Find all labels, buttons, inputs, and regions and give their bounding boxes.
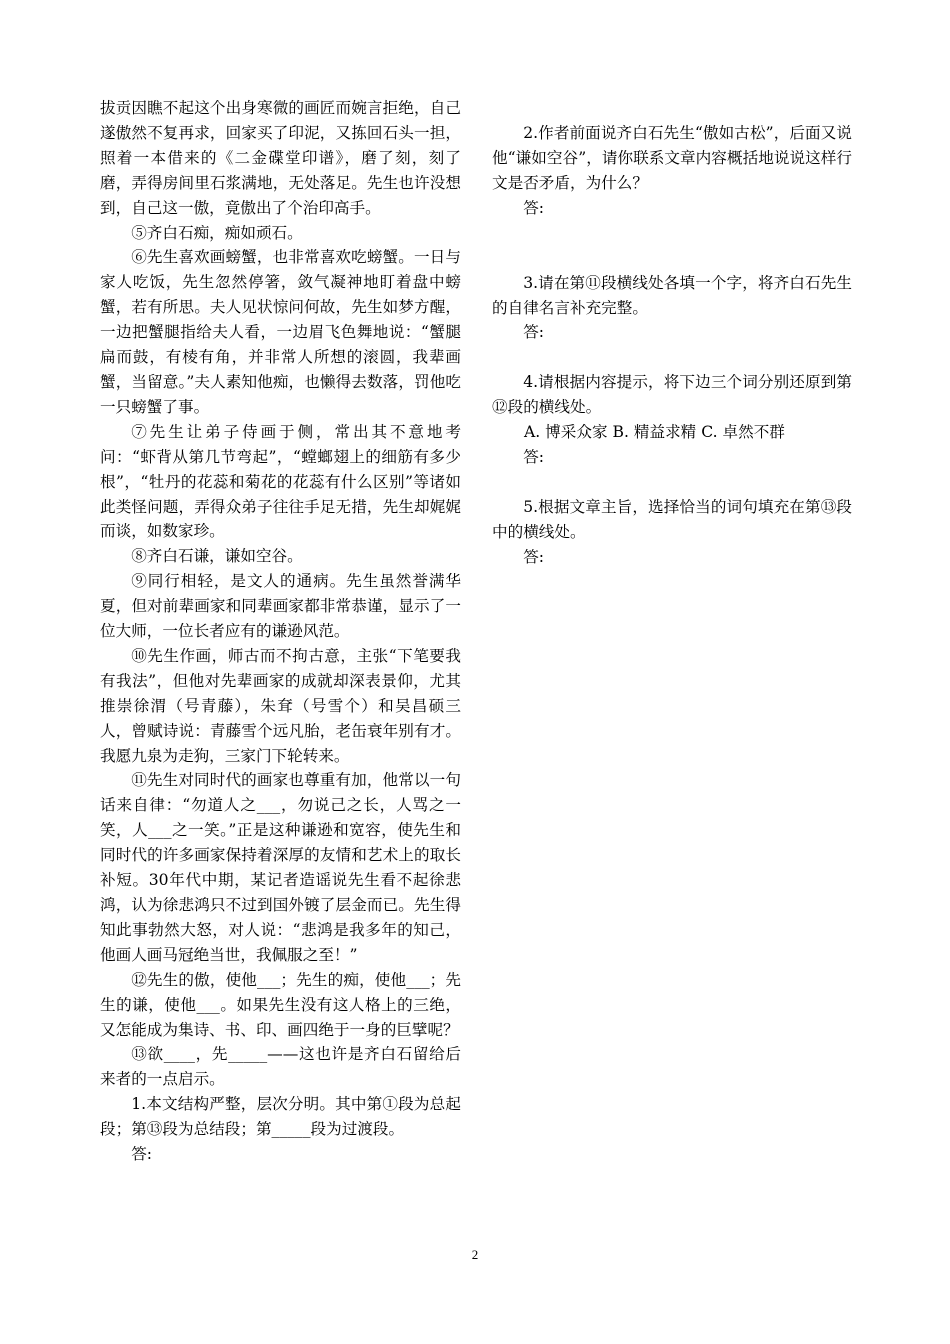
paragraph-12: ⑫先生的傲，使他___；先生的痴，使他___；先生的谦，使他___。如果先生没有这人格上的三绝，又怎能成为集诗、书、印、画四绝于一身的巨擘呢？ xyxy=(100,970,461,1039)
paragraph-11: ⑪先生对同时代的画家也尊重有加，他常以一句话来自律：“勿道人之___，勿说己之长，人骂之一笑，人___之一笑。”正是这种谦逊和宽容，使先生和同时代的许多画家保持着深厚的友情和艺术上的取长补短。30年代中期，某记者造谣说先生看不起徐悲鸿，认为徐悲鸿只不过到国外镀了层金而已。先生得知此事勃然大怒，对人说：“悲鸿是我多年的知己，他画人画马冠绝当世，我佩服之至！” xyxy=(100,771,461,964)
paragraph-13: ⑬欲____，先_____——这也许是齐白石留给后来者的一点启示。 xyxy=(100,1045,461,1089)
page-number: 2 xyxy=(471,1247,479,1262)
question-5: 5.根据文章主旨，选择恰当的词句填充在第⑬段中的横线处。 xyxy=(492,497,852,541)
answer-label-2: 答: xyxy=(523,198,545,217)
paragraph-7: ⑦先生让弟子侍画于侧，常出其不意地考问：“虾背从第几节弯起”，“螳螂翅上的细筋有多少根”，“牡丹的花蕊和菊花的花蕊有什么区别”等诸如此类怪问题，弄得众弟子往往手足无措，先生却娓娓而谈，如数家珍。 xyxy=(100,422,461,541)
question-3: 3.请在第⑪段横线处各填一个字，将齐白石先生的自律名言补充完整。 xyxy=(492,273,852,317)
question-1: 1.本文结构严整，层次分明。其中第①段为总起段；第⑬段为总结段；第_____段为过渡段。 xyxy=(100,1095,461,1139)
question-4: 4.请根据内容提示，将下边三个词分别还原到第⑫段的横线处。 xyxy=(492,373,852,417)
paragraph-9: ⑨同行相轻，是文人的通病。先生虽然誉满华夏，但对前辈画家和同辈画家都非常恭谨，显示了一位大师，一位长者应有的谦逊风范。 xyxy=(100,572,461,641)
paragraph-continued: 拔贡因瞧不起这个出身寒微的画匠而婉言拒绝，自己遂傲然不复再求，回家买了印泥，又拣回石头一担，照着一本借来的《二金碟堂印谱》，磨了刻，刻了磨，弄得房间里石浆满地，无处落足。先生也许没想到，自己这一傲，竟傲出了个治印高手。 xyxy=(100,99,461,217)
paragraph-8: ⑧齐白石谦，谦如空谷。 xyxy=(131,547,303,566)
answer-space-2 xyxy=(492,221,852,271)
paragraph-5: ⑤齐白石痴，痴如顽石。 xyxy=(131,223,303,242)
answer-space-4 xyxy=(492,470,852,495)
answer-space-3 xyxy=(492,345,852,370)
left-column xyxy=(100,96,461,1167)
paragraph-6: ⑥先生喜欢画螃蟹，也非常喜欢吃螃蟹。一日与家人吃饭，先生忽然停箸，敛气凝神地盯着盘中螃蟹，若有所思。夫人见状惊问何故，先生如梦方醒，一边把蟹腿指给夫人看，一边眉飞色舞地说：“蟹腿扁而鼓，有棱有角，并非常人所想的滚圆，我辈画蟹，当留意。”夫人素知他痴，也懒得去数落，罚他吃一只螃蟹了事。 xyxy=(100,248,461,416)
question-2: 2.作者前面说齐白石先生“傲如古松”，后面又说他“谦如空谷”，请你联系文章内容概括地说说这样行文是否矛盾，为什么？ xyxy=(492,124,852,192)
answer-label-1: 答: xyxy=(131,1145,153,1164)
right-column xyxy=(492,121,852,570)
answer-label-4: 答: xyxy=(523,448,545,467)
answer-label-5: 答: xyxy=(523,547,545,566)
answer-label-3: 答: xyxy=(523,323,545,342)
paragraph-10: ⑩先生作画，师古而不拘古意，主张“下笔要我有我法”，但他对先辈画家的成就却深表景仰，尤其推崇徐渭（号青藤），朱耷（号雪个）和吴昌硕三人，曾赋诗说：青藤雪个远凡胎，老缶衰年别有才。我愿九泉为走狗，三家门下轮转来。 xyxy=(100,646,461,765)
question-4-choices: A. 博采众家 B. 精益求精 C. 卓然不群 xyxy=(524,423,785,442)
